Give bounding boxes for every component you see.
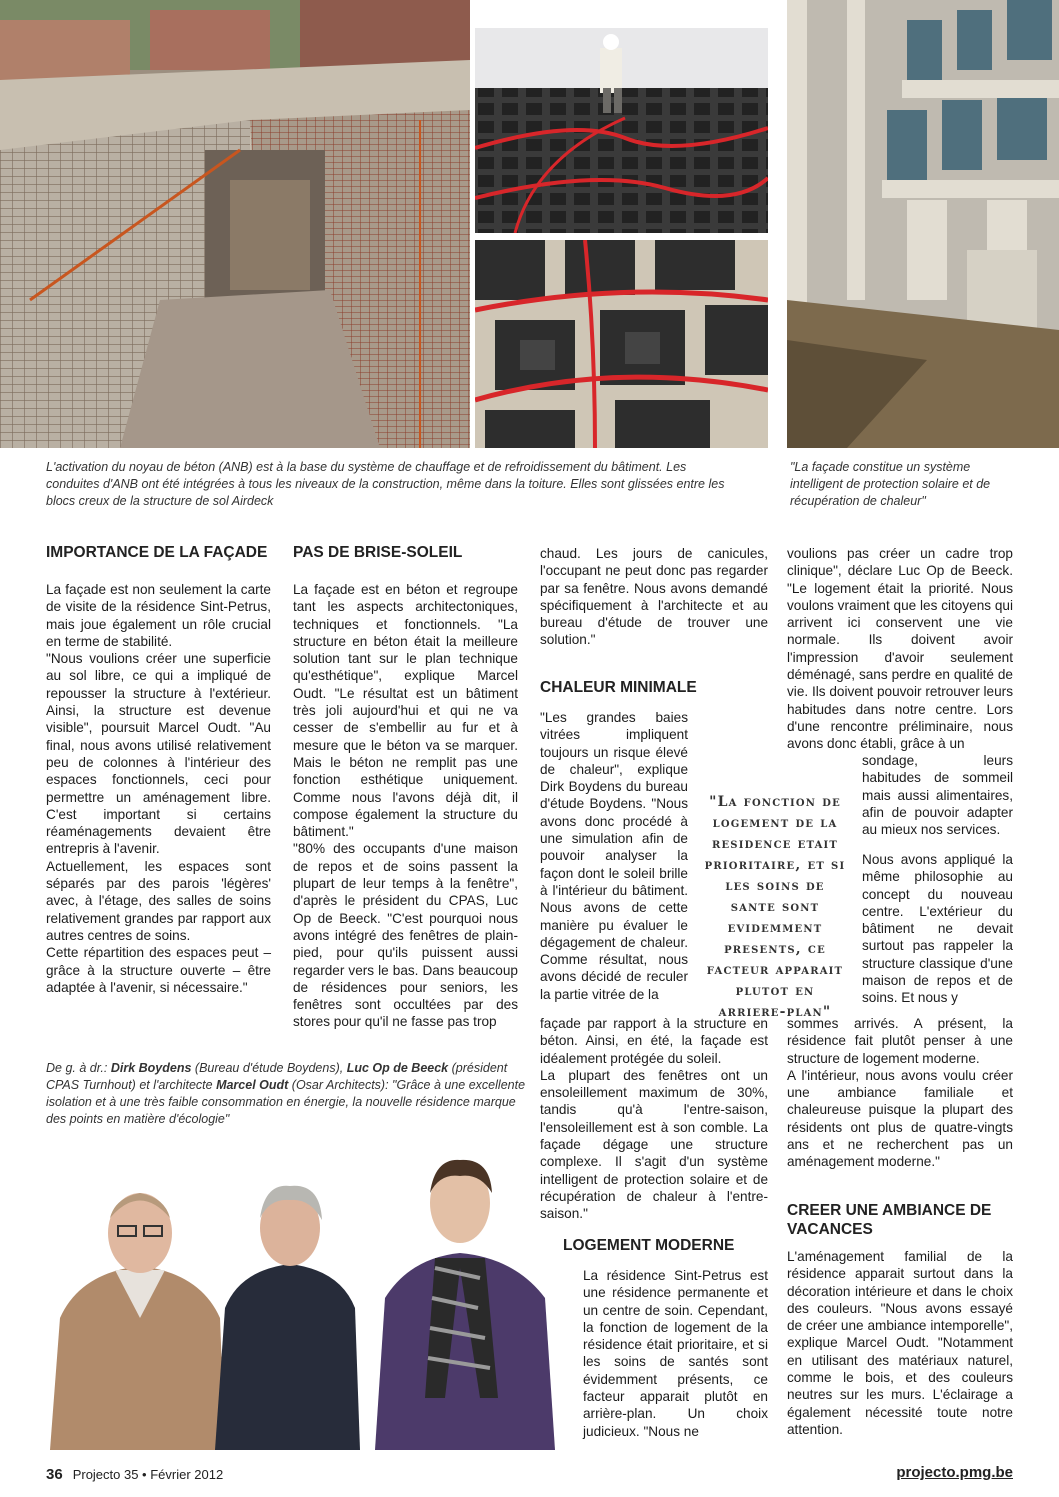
website-link[interactable]: projecto.pmg.be [896,1464,1013,1481]
caption-name: Marcel Oudt [216,1078,289,1092]
article-column-3-chaleur: "Les grandes baies vitrées impliquent toujours un risque élevé de chaleur", explique Dirk Boydens du bureau d'étude Boydens. "Nous avons donc procédé à une simulation afin de pouvoir analyser la façon dont le soleil brille à l'intérieur du bâtiment. Nous avons de cette manière pu évaluer le dégagement de chaleur. Comme résultat, nous avons décidé de reculer la partie vitrée de la [540,710,688,1002]
paragraph: sommes arrivés. A présent, la résidence fait plutôt penser à une structure de logement moderne. [787,1016,1013,1066]
people-portrait-photo [40,1148,560,1450]
people-caption [46,1060,526,1128]
article-column-3-continued [540,1015,768,1223]
photo-caption-facade: "La façade constitue un système intelligent de protection solaire et de récupération de chaleur" [790,460,991,508]
caption-intro: De g. à dr.: [46,1061,111,1075]
paragraph: A l'intérieur, nous avons voulu créer une ambiance familiale et chaleureuse puisque la plupart des résidents ont plus de quatre-vingts ans et ne recherchent pas un aménagement moderne." [787,1067,1013,1170]
article-column-4-survey: sondage, leurs habitudes de sommeil mais aussi alimentaires, afin de pouvoir adapter au mieux nos services. [862,753,1013,838]
article-column-2 [293,581,518,1031]
worker-laying-pipes-photo [475,28,768,233]
page-footer [46,1466,223,1483]
construction-site-aerial-photo [0,0,470,448]
paragraph: façade par rapport à la structure en béton. Ainsi, en été, la façade est idéalement protégée du soleil. [540,1016,768,1066]
caption-role: (président CPAS Turnhout) et l'architecte [46,1061,508,1092]
paragraph: La façade est non seulement la carte de visite de la résidence Sint-Petrus, mais joue également un rôle crucial en terme de stabilité. [46,582,271,649]
caption-name: Dirk Boydens [110,1061,192,1075]
concrete-facade-photo [787,0,1059,448]
paragraph: La façade est en béton et regroupe tant les aspects architectoniques, techniques et fonctionnels. "La structure en béton était la meilleure solution tant sur le plan technique qu'esthétique", explique Marcel Oudt. "Le résultat est un bâtiment très joli aujourd'hui et qui ne va cesser de s'embellir au fur et à mesure que le béton va se marquer. Mais le béton ne remplit pas une fonction esthétique uniquement. Comme nous l'avons déjà dit, il compose également la structure du bâtiment." [293,582,518,840]
paragraph: "80% des occupants d'une maison de repos et de soins passent la plupart de leur temps à la fenêtre", d'après le président du CPAS, Luc Op de Beeck. "C'est pourquoi nous avons intégré des fenêtres de plain-pied, pour qu'ils puissent aussi regarder vers le bas. Dans beaucoup de résidences pour seniors, les fenêtres sont occultées par des stores pour qu'il ne fasse pas trop [293,841,518,1030]
article-column-1 [46,581,271,996]
article-column-4-continued [787,1015,1013,1171]
article-column-4-top: voulions pas créer un cadre trop clinique", déclare Luc Op de Beeck. "Le logement était la priorité. Nous voulons vraiment que les citoyens qui arrivent ici conservent une vie normale. Ils doivent avoir l'impression d'avoir seulement déménagé, sans perdre en qualité de vie. Ils doivent pouvoir retrouver leurs habitudes dans notre centre. Lors d'une rencontre préliminaire, nous avons donc établi, grâce à un [787,546,1013,752]
heading-creer-une-ambiance: CREER UNE AMBIANCE DE VACANCES [787,1202,992,1238]
article-column-4-philosophy: Nous avons appliqué la même philosophie au concept du nouveau centre. L'extérieur du bâtiment ne devait surtout pas rappeler la structure classique d'une maison de repos et de soins. Et nous y [862,852,1013,1006]
issue-info: Projecto 35 • Février 2012 [72,1467,224,1482]
article-column-3-top: chaud. Les jours de canicules, l'occupant ne peut donc pas regarder par sa fenêtre. Nous avons demandé spécifiquement à l'architecte et au bureau d'étude de trouver une solution." [540,546,768,648]
article-column-4-ambiance: L'aménagement familial de la résidence apparait surtout dans la décoration intérieure et dans le choix des couleurs. "Nous avons essayé de créer une ambiance intemporelle", explique Marcel Oudt. "Notamment en utilisant des matériaux naturel, comme le bois, et des couleurs neutres sur les murs. L'éclairage a également nécessité toute notre attention. [787,1249,1013,1437]
heading-pas-de-brise-soleil: PAS DE BRISE-SOLEIL [293,544,463,561]
photo-caption-concrete-activation: L'activation du noyau de béton (ANB) est à la base du système de chauffage et de refroidissement du bâtiment. Les conduites d'ANB ont été intégrées à tous les niveaux de la construction, même dans la toiture. Elles sont glissées entre les blocs creux de la structure de sol Airdeck [46,460,725,508]
heading-importance-facade: IMPORTANCE DE LA FAÇADE [46,544,268,561]
heading-chaleur-minimale: CHALEUR MINIMALE [540,679,697,696]
paragraph: Cette répartition des espaces peut – grâce à la structure ouverte – être adaptée à l'avenir, si nécessaire." [46,945,271,995]
page-number: 36 [46,1466,63,1483]
airdeck-blocks-closeup-photo [475,240,768,448]
paragraph: La plupart des fenêtres ont un ensoleillement maximum de 30%, tandis qu'à l'entre-saison, l'ensoleillement est à son comble. La façade dégage une structure complexe. Il s'agit d'un système intelligent de protection solaire et de récupération de chaleur à l'entre-saison." [540,1067,768,1222]
heading-logement-moderne: LOGEMENT MODERNE [563,1237,735,1254]
caption-role: (Bureau d'étude Boydens), [191,1061,347,1075]
pull-quote: "La fonction de logement de la residence etait prioritaire, et si les soins de sante sont evidemment presents, ce facteur apparait plutot en arriere-plan" [704,794,846,1020]
caption-role: (Osar Architects): "Grâce à une excellente isolation et à une très faible consommation en énergie, la nouvelle résidence marque des points en matière d'écologie" [46,1078,526,1126]
article-column-3-logement: La résidence Sint-Petrus est une résidence permanente et un centre de soin. Cependant, la fonction de logement de la résidence était prioritaire, et si les soins de santés sont évidemment présents, ce facteur apparait plutôt en arrière-plan. Un choix judicieux. "Nous ne [583,1268,768,1439]
caption-name: Luc Op de Beeck [346,1061,449,1075]
paragraph: Actuellement, les espaces sont séparés par des parois 'légères' avec, à l'étage, des salles de soins relativement grandes par rapport aux autres centres de soins. [46,858,271,943]
paragraph: "Nous voulions créer une superficie au sol libre, ce qui a impliqué de repousser la structure à l'extérieur. Ainsi, la structure est devenue visible", poursuit Marcel Oudt. "Au final, nous avons utilisé relativement peu de colonnes à l'intérieur des espaces fonctionnels, ceci pour permettre un aménagement libre. C'est important si certains réaménagements devaient être entrepris à l'avenir. [46,651,271,857]
